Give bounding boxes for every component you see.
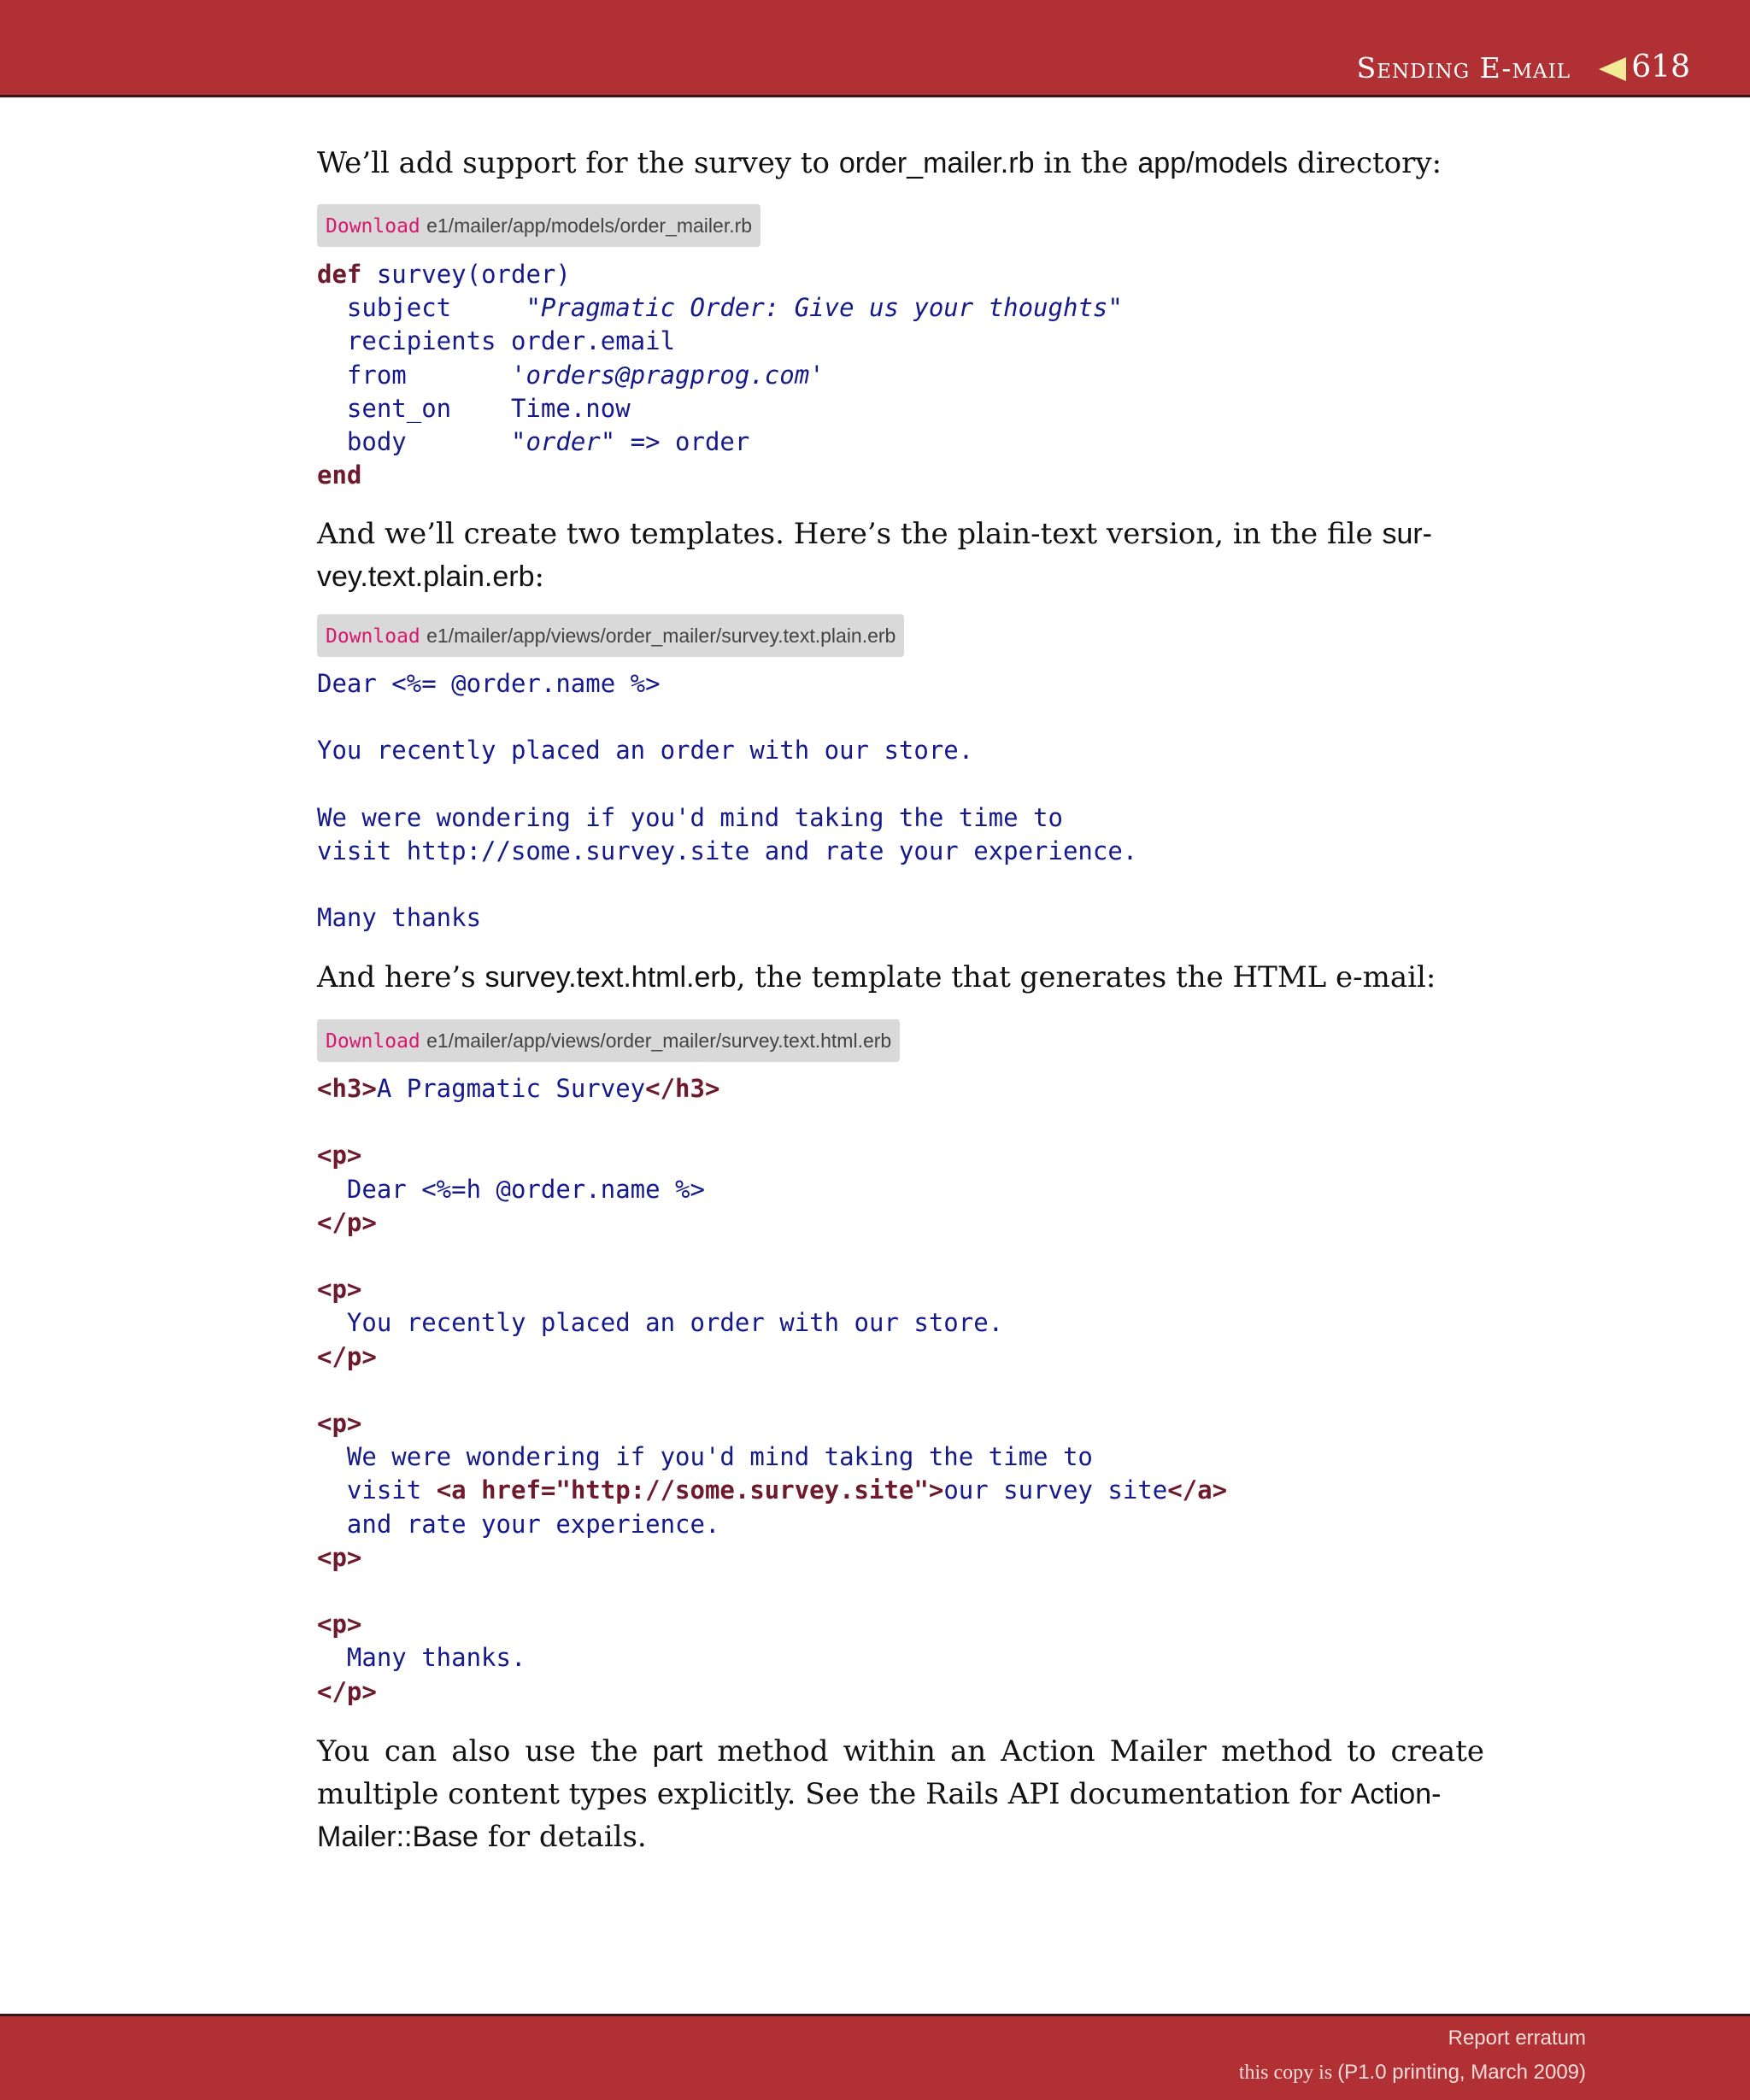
page-header	[0, 0, 1750, 97]
closing-paragraph: You can also use the part method within an Action Mailer method to create multiple content types explicitly. See the Rails API documentation for Action- Mailer::Base for details.	[317, 1734, 1484, 1854]
file-name: survey.text.html.erb	[484, 961, 737, 994]
code-block-html-template: <h3>A Pragmatic Survey</h3> <p> Dear <%=h @order.name %> </p> <p> You recently placed an order with our store. </p> <p> We were wondering if you'd mind taking the time to visit <a href="http://some.survey.site">our survey site</a> and rate your experience. <p> <p> Many thanks. </p>	[317, 1074, 1228, 1706]
page-number: 618	[1631, 50, 1690, 85]
download-bar[interactable]	[317, 1019, 900, 1062]
back-arrow-icon[interactable]	[1599, 57, 1626, 81]
intro-paragraph: We’ll add support for the survey to order_mailer.rb in the app/models directory:	[317, 146, 1442, 180]
report-erratum-link[interactable]: Report erratum	[1448, 2027, 1586, 2050]
code-block-mailer: def survey(order) subject "Pragmatic Order: Give us your thoughts" recipients order.email from 'orders@pragprog.com' sent_on Time.now body "order" => order end	[317, 260, 1123, 490]
download-link[interactable]: Download	[326, 1030, 420, 1053]
file-name: vey.text.plain.erb	[317, 560, 535, 593]
method-name: part	[652, 1735, 703, 1768]
download-link[interactable]: Download	[326, 625, 420, 648]
download-path: e1/mailer/app/models/order_mailer.rb	[426, 214, 753, 237]
dir-name: app/models	[1137, 147, 1289, 179]
file-name: order_mailer.rb	[838, 147, 1035, 179]
html-template-paragraph: And here’s survey.text.html.erb, the template that generates the HTML e-mail:	[317, 960, 1436, 994]
download-link[interactable]: Download	[326, 215, 420, 238]
copy-info: this copy is (P1.0 printing, March 2009)	[1238, 2061, 1586, 2084]
class-name: Mailer::Base	[317, 1821, 479, 1853]
download-bar[interactable]	[317, 204, 760, 247]
download-path: e1/mailer/app/views/order_mailer/survey.text.html.erb	[426, 1029, 892, 1052]
code-block-plain-template: Dear <%= @order.name %> You recently placed an order with our store. We were wondering if you'd mind taking the time to visit http://some.survey.site and rate your experience. Many thanks	[317, 669, 1138, 933]
section-title: Sending E-mail	[1356, 51, 1571, 85]
page-footer	[0, 2014, 1750, 2100]
templates-paragraph: And we’ll create two templates. Here’s the plain-text version, in the file sur- vey.text.plain.erb:	[317, 517, 1433, 594]
download-path: e1/mailer/app/views/order_mailer/survey.text.plain.erb	[426, 625, 896, 647]
download-bar[interactable]	[317, 614, 904, 657]
